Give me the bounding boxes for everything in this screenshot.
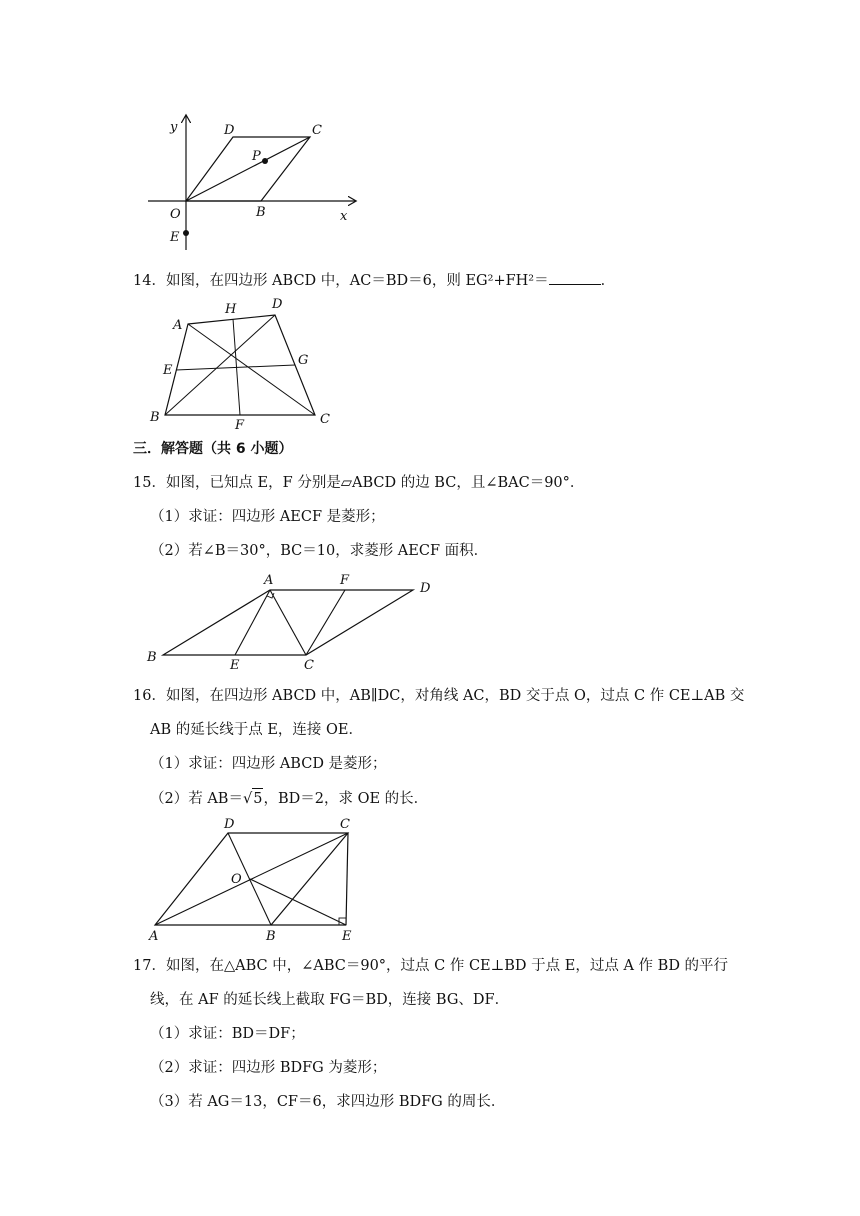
label-a: A [264,573,274,588]
q16-sub2-radicand: 5 [252,788,263,809]
label-o: O [170,207,181,222]
segment-ae [235,590,270,655]
diagonal-ac [188,324,315,415]
label-f: F [340,573,350,588]
label-e: E [170,230,180,245]
q14-stem: 如图，在四边形 ABCD 中，AC＝BD＝6，则 EG²+FH²＝ [165,273,549,289]
label-c: C [304,658,314,670]
point-e [183,230,189,236]
label-b: B [147,650,157,665]
label-d: D [420,581,431,596]
q17-sub1: （1）求证：BD＝DF； [150,1026,305,1042]
label-c: C [340,817,350,832]
label-c: C [320,412,330,427]
q16-stem: 如图，在四边形 ABCD 中，AB∥DC，对角线 AC，BD 交于点 O，过点 C 作 CE⊥AB 交 [165,688,745,704]
q14-number: 14． [133,273,166,289]
q15-sub2: （2）若∠B＝30°，BC＝10，求菱形 AECF 面积． [150,543,489,559]
q16-sub1: （1）求证：四边形 ABCD 是菱形； [150,756,387,772]
label-d: D [224,123,235,138]
q15-text [133,473,584,493]
label-e: E [163,363,173,378]
label-b: B [150,410,160,425]
label-f: F [235,418,245,430]
label-a: A [149,929,159,944]
label-o: O [231,872,242,887]
point-p [262,158,268,164]
q16-sub2 [150,788,428,809]
label-d: D [272,297,283,312]
segment-eg [176,365,295,370]
figure-13-diagram [140,110,380,260]
q17-stem: 如图，在△ABC 中，∠ABC＝90°，过点 C 作 CE⊥BD 于点 E，过点 A 作 BD 的平行 [165,958,729,974]
figure-16-diagram [140,815,370,945]
section-3-title: 三．解答题（共 6 小题） [133,441,293,457]
q16-sub2-pre: （2）若 AB＝ [150,791,243,807]
segment-ce [346,833,348,925]
q17-sub2: （2）求证：四边形 BDFG 为菱形； [150,1060,387,1076]
q15-sub1: （1）求证：四边形 AECF 是菱形； [150,509,385,525]
q17-text-line2: 线，在 AF 的延长线上截取 FG＝BD，连接 BG、DF． [150,992,510,1008]
diagonal-ac [155,833,348,925]
segment-ac [270,590,306,655]
q16-text-line1 [133,686,744,706]
q14-end: ． [600,273,616,289]
diagonal-oc [186,137,310,201]
label-e: E [342,929,352,944]
q17-number: 17． [133,958,166,974]
label-a: A [173,318,183,333]
label-h: H [225,302,237,317]
q16-number: 16． [133,688,166,704]
label-b: B [256,205,266,220]
label-b: B [266,929,276,944]
q17-text-line1 [133,956,728,976]
segment-fc [306,590,345,655]
label-c: C [312,123,322,138]
segment-oe [250,879,346,925]
label-y: y [170,120,178,135]
q15-stem: 如图，已知点 E，F 分别是▱ABCD 的边 BC，且∠BAC＝90°． [165,475,585,491]
label-g: G [298,353,309,368]
label-p: P [252,149,261,164]
q17-sub3: （3）若 AG＝13，CF＝6，求四边形 BDFG 的周长． [150,1094,506,1110]
q14-blank [549,270,601,285]
q15-number: 15． [133,475,166,491]
label-x: x [340,209,348,224]
figure-14-diagram [145,295,345,430]
sqrt-sign: √ [242,791,253,807]
figure-15-diagram [140,568,440,670]
q16-text-line2: AB 的延长线于点 E，连接 OE． [150,722,364,738]
label-d: D [224,817,235,832]
q14-text [133,270,615,291]
q16-sub2-post: ，BD＝2，求 OE 的长． [263,791,429,807]
label-e: E [230,658,240,670]
